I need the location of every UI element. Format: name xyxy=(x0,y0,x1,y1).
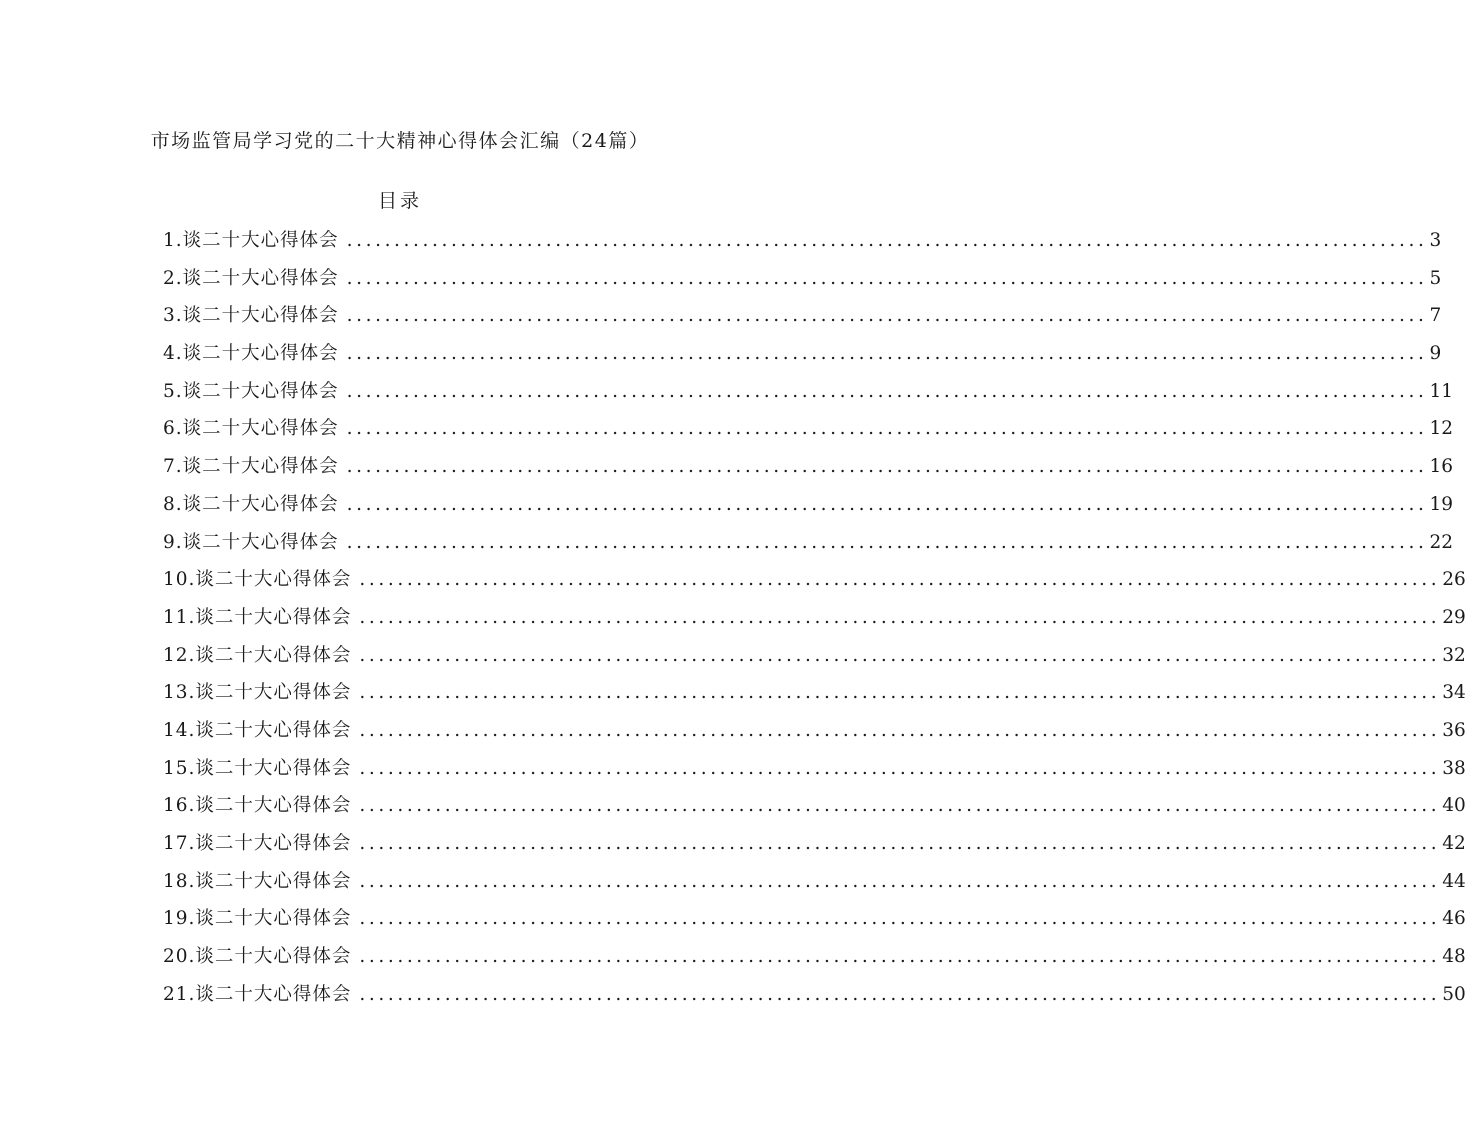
toc-page-number: 50 xyxy=(1442,983,1466,1005)
toc-entry-label: 13.谈二十大心得体会 xyxy=(163,682,352,704)
toc-page-number: 48 xyxy=(1442,946,1466,968)
toc-page-number: 34 xyxy=(1442,682,1466,704)
toc-page-number: 19 xyxy=(1429,493,1453,515)
table-of-contents xyxy=(163,222,1466,1013)
toc-entry-label: 5.谈二十大心得体会 xyxy=(163,380,339,402)
toc-entry[interactable] xyxy=(163,787,1466,825)
toc-dot-leader: .................................................................................................................. xyxy=(359,757,1441,779)
toc-dot-leader: .................................................................................................................. xyxy=(359,795,1441,817)
toc-entry[interactable] xyxy=(163,712,1466,750)
toc-entry[interactable] xyxy=(163,750,1466,788)
toc-page-number: 7 xyxy=(1429,305,1442,327)
toc-entry[interactable] xyxy=(163,524,1453,562)
toc-entry[interactable] xyxy=(163,561,1466,599)
document-title: 市场监管局学习党的二十大精神心得体会汇编（24篇） xyxy=(150,130,650,152)
toc-entry[interactable] xyxy=(163,260,1442,298)
toc-entry[interactable] xyxy=(163,373,1453,411)
toc-entry-label: 15.谈二十大心得体会 xyxy=(163,757,352,779)
toc-entry-label: 9.谈二十大心得体会 xyxy=(163,531,339,553)
toc-dot-leader: .................................................................................................................. xyxy=(359,870,1441,892)
toc-dot-leader: .................................................................................................................. xyxy=(346,230,1428,251)
toc-page-number: 38 xyxy=(1442,757,1466,779)
toc-entry[interactable] xyxy=(163,486,1453,524)
toc-page-number: 26 xyxy=(1442,569,1466,591)
toc-page-number: 3 xyxy=(1429,230,1442,251)
toc-dot-leader: .................................................................................................................. xyxy=(359,946,1441,968)
toc-dot-leader: .................................................................................................................. xyxy=(346,418,1428,440)
toc-dot-leader: .................................................................................................................. xyxy=(359,606,1441,628)
toc-page-number: 16 xyxy=(1429,456,1453,478)
toc-entry[interactable] xyxy=(163,637,1466,675)
toc-page-number: 11 xyxy=(1429,380,1453,402)
toc-dot-leader: .................................................................................................................. xyxy=(359,833,1441,854)
toc-page-number: 42 xyxy=(1442,833,1466,854)
toc-entry[interactable] xyxy=(163,335,1442,373)
toc-entry[interactable] xyxy=(163,976,1466,1014)
toc-dot-leader: .................................................................................................................. xyxy=(359,682,1441,704)
toc-entry-label: 20.谈二十大心得体会 xyxy=(163,946,352,968)
toc-page-number: 12 xyxy=(1429,418,1453,440)
toc-entry[interactable] xyxy=(163,222,1442,260)
toc-dot-leader: .................................................................................................................. xyxy=(346,531,1428,553)
toc-dot-leader: .................................................................................................................. xyxy=(359,644,1441,666)
toc-page-number: 46 xyxy=(1442,908,1466,930)
toc-entry[interactable] xyxy=(163,863,1466,901)
toc-entry-label: 16.谈二十大心得体会 xyxy=(163,795,352,817)
toc-dot-leader: .................................................................................................................. xyxy=(346,456,1428,478)
toc-entry[interactable] xyxy=(163,448,1453,486)
toc-entry[interactable] xyxy=(163,825,1466,863)
toc-page-number: 29 xyxy=(1442,606,1466,628)
toc-entry-label: 12.谈二十大心得体会 xyxy=(163,644,352,666)
toc-entry[interactable] xyxy=(163,599,1466,637)
toc-page-number: 40 xyxy=(1442,795,1466,817)
toc-dot-leader: .................................................................................................................. xyxy=(346,343,1428,365)
toc-dot-leader: .................................................................................................................. xyxy=(359,569,1441,591)
toc-entry-label: 19.谈二十大心得体会 xyxy=(163,908,352,930)
toc-entry-label: 18.谈二十大心得体会 xyxy=(163,870,352,892)
toc-entry[interactable] xyxy=(163,900,1466,938)
toc-entry[interactable] xyxy=(163,674,1466,712)
toc-entry-label: 6.谈二十大心得体会 xyxy=(163,418,339,440)
toc-page-number: 22 xyxy=(1429,531,1453,553)
toc-dot-leader: .................................................................................................................. xyxy=(346,493,1428,515)
toc-entry-label: 2.谈二十大心得体会 xyxy=(163,267,339,289)
toc-page-number: 44 xyxy=(1442,870,1466,892)
toc-entry-label: 8.谈二十大心得体会 xyxy=(163,493,339,515)
toc-entry-label: 21.谈二十大心得体会 xyxy=(163,983,352,1005)
toc-entry-label: 17.谈二十大心得体会 xyxy=(163,833,352,854)
toc-entry-label: 7.谈二十大心得体会 xyxy=(163,456,339,478)
toc-entry[interactable] xyxy=(163,297,1442,335)
toc-dot-leader: .................................................................................................................. xyxy=(359,983,1441,1005)
toc-entry-label: 11.谈二十大心得体会 xyxy=(163,606,352,628)
toc-entry-label: 1.谈二十大心得体会 xyxy=(163,230,339,251)
toc-heading: 目录 xyxy=(377,190,422,212)
toc-entry-label: 4.谈二十大心得体会 xyxy=(163,343,339,365)
toc-page-number: 32 xyxy=(1442,644,1466,666)
toc-page-number: 5 xyxy=(1429,267,1442,289)
toc-dot-leader: .................................................................................................................. xyxy=(346,380,1428,402)
toc-entry-label: 10.谈二十大心得体会 xyxy=(163,569,352,591)
toc-entry[interactable] xyxy=(163,938,1466,976)
toc-entry[interactable] xyxy=(163,410,1453,448)
toc-dot-leader: .................................................................................................................. xyxy=(346,267,1428,289)
toc-dot-leader: .................................................................................................................. xyxy=(359,719,1441,741)
toc-dot-leader: .................................................................................................................. xyxy=(359,908,1441,930)
toc-page-number: 9 xyxy=(1429,343,1442,365)
toc-entry-label: 14.谈二十大心得体会 xyxy=(163,719,352,741)
toc-entry-label: 3.谈二十大心得体会 xyxy=(163,305,339,327)
toc-page-number: 36 xyxy=(1442,719,1466,741)
toc-dot-leader: .................................................................................................................. xyxy=(346,305,1428,327)
